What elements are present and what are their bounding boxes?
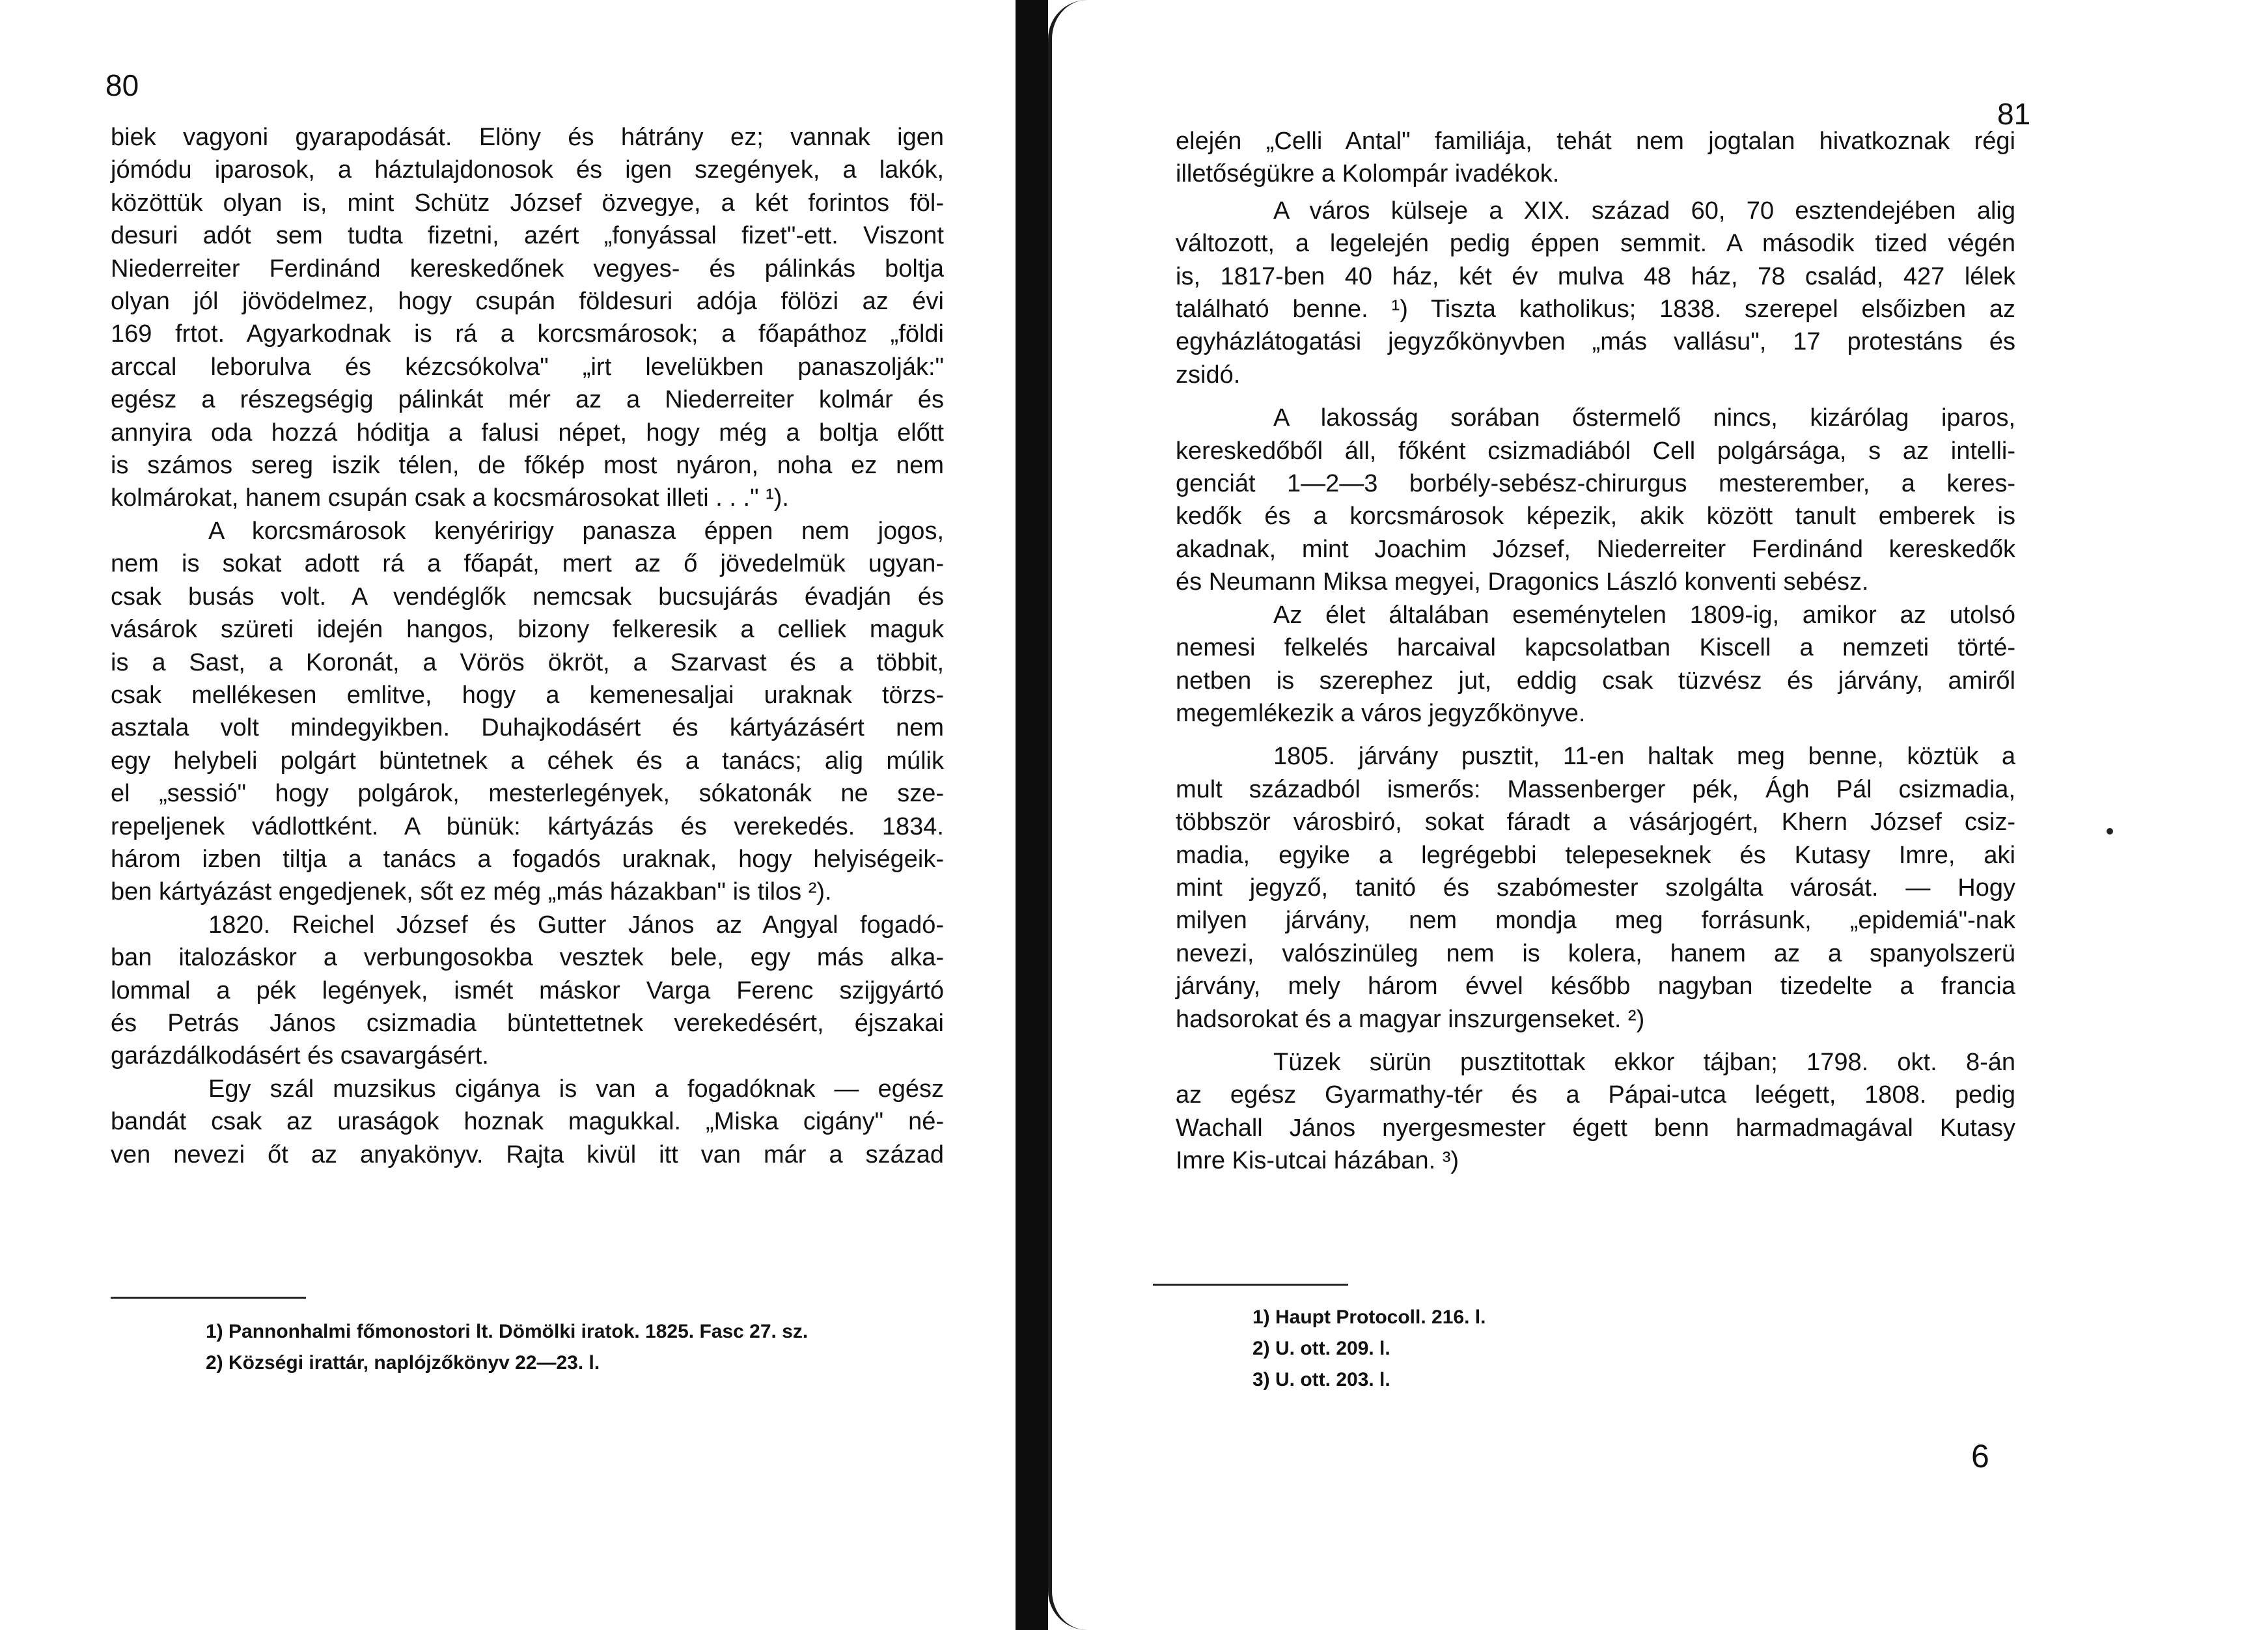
text-line: többször városbiró, sokat fáradt a vásárjogért, Khern József csiz-	[1176, 808, 2015, 836]
text-line: mult századból ismerős: Massenberger pék, Ágh Pál csizmadia,	[1176, 775, 2015, 803]
footnote-rule	[1153, 1284, 1348, 1286]
text-line: közöttük olyan is, mint Schütz József özvegye, a két forintos föl-	[111, 189, 944, 217]
scan-speck	[2107, 828, 2113, 835]
left-footnotes	[206, 1316, 808, 1379]
text-line: Egy szál muzsikus cigánya is van a fogadóknak — egész	[208, 1075, 944, 1103]
text-line: repeljenek vádlottként. A bünük: kártyázás és verekedés. 1834.	[111, 812, 944, 840]
text-line: járvány, mely három évvel később nagyban tizedelte a francia	[1176, 973, 2015, 1001]
text-line: 1805. járvány pusztit, 11-en haltak meg benne, köztük a	[1273, 743, 2015, 771]
text-line: ven nevezi őt az anyakönyv. Rajta kivül itt van már a század	[111, 1140, 944, 1168]
footnote: 2) Községi irattár, naplójzőkönyv 22—23. l.	[206, 1352, 600, 1374]
text-line: egy helybeli polgárt büntetnek a céhek és a tanács; alig múlik	[111, 747, 944, 775]
text-line: és Petrás János csizmadia büntettetnek verekedésért, éjszakai	[111, 1009, 944, 1037]
text-line: is, 1817-ben 40 ház, két év mulva 48 ház, 78 család, 427 lélek	[1176, 262, 2015, 290]
text-line: csak mellékesen emlitve, hogy a kemenesaljai uraknak törzs-	[111, 681, 944, 709]
text-line: asztala volt mindegyikben. Duhajkodásért és kártyázásért nem	[111, 714, 944, 742]
text-line: olyan jól jövödelmez, hogy csupán földesuri adója fölözi az évi	[111, 288, 944, 316]
text-line: található benne. ¹) Tiszta katholikus; 1838. szerepel elsőizben az	[1176, 296, 2015, 324]
page-number-left: 80	[105, 68, 139, 102]
text-line: bandát csak az uraságok hoznak magukkal. „Miska cigány" né-	[111, 1108, 944, 1136]
footnote-rule	[111, 1297, 306, 1299]
text-line: Wachall János nyergesmester égett benn harmadmagával Kutasy	[1176, 1114, 2015, 1142]
text-line: egész a részegségig pálinkát mér az a Niederreiter kolmár és	[111, 386, 944, 414]
text-line: akadnak, mint Joachim József, Niederreiter Ferdinánd kereskedők	[1176, 535, 2015, 563]
text-line: nemesi felkelés harcaival kapcsolatban Kiscell a nemzeti törté-	[1176, 634, 2015, 662]
text-line: elején „Celli Antal" familiája, tehát nem jogtalan hivatkoznak régi	[1176, 128, 2015, 155]
footnote: 1) Pannonhalmi főmonostori lt. Dömölki iratok. 1825. Fasc 27. sz.	[206, 1321, 809, 1342]
text-line: zsidó.	[1176, 361, 1241, 389]
text-line: nevezi, valószinüleg nem is kolera, hanem az a spanyolszerü	[1176, 939, 2015, 967]
text-line: három izben tiltja a tanács a fogadós uraknak, hogy helyiségeik-	[111, 845, 944, 873]
text-line: Niederreiter Ferdinánd kereskedőnek vegyes- és pálinkás boltja	[111, 255, 944, 283]
footnote: 2) U. ott. 209. l.	[1252, 1338, 1390, 1359]
text-line: mint jegyző, tanitó és szabómester szolgálta városát. — Hogy	[1176, 874, 2015, 902]
right-page-body	[1176, 125, 2015, 1178]
text-line: hadsorokat és a magyar inszurgenseket. ²)	[1176, 1005, 1645, 1033]
text-line: Imre Kis-utcai házában. ³)	[1176, 1147, 1459, 1175]
text-line: megemlékezik a város jegyzőkönyve.	[1176, 699, 1586, 727]
text-line: arccal leborulva és kézcsókolva" „irt levelükben panaszolják:"	[111, 353, 944, 381]
text-line: biek vagyoni gyarapodását. Elöny és hátrány ez; vannak igen	[111, 124, 944, 151]
left-page	[0, 0, 1016, 1630]
text-line: milyen járvány, nem mondja meg forrásunk, „epidemiá"-nak	[1176, 907, 2015, 935]
text-line: is számos sereg iszik télen, de főkép most nyáron, noha ez nem	[111, 452, 944, 480]
text-line: A város külseje a XIX. század 60, 70 esztendejében alig	[1273, 197, 2015, 225]
text-line: kedők és a korcsmárosok képezik, akik között tanult emberek is	[1176, 503, 2015, 531]
left-page-body	[111, 121, 944, 1171]
page-number-right: 81	[1997, 97, 2031, 131]
text-line: illetőségükre a Kolompár ivadékok.	[1176, 160, 1560, 188]
text-line: jómódu iparosok, a háztulajdonosok és igen szegények, a lakók,	[111, 156, 944, 184]
text-line: madia, egyike a legrégebbi telepeseknek és Kutasy Imre, aki	[1176, 841, 2015, 869]
text-line: 1820. Reichel József és Gutter János az Angyal fogadó-	[208, 911, 944, 939]
text-line: netben is szerephez jut, eddig csak tüzvész és járvány, amiről	[1176, 667, 2015, 695]
text-line: kolmárokat, hanem csupán csak a kocsmárosokat illeti . . ." ¹).	[111, 484, 789, 512]
text-line: lommal a pék legények, ismét máskor Varga Ferenc szijgyártó	[111, 976, 944, 1004]
text-line: változott, a legelején pedig éppen semmit. A második tized végén	[1176, 230, 2015, 258]
text-line: ben kártyázást engedjenek, sőt ez még „más házakban" is tilos ²).	[111, 878, 832, 906]
text-line: is a Sast, a Koronát, a Vörös ökröt, a Szarvast és a többit,	[111, 648, 944, 676]
signature-mark: 6	[1971, 1438, 1989, 1474]
text-line: kereskedőből áll, főként csizmadiából Cell polgársága, s az intelli-	[1176, 437, 2015, 465]
text-line: vásárok szüreti idején hangos, bizony felkeresik a celliek maguk	[111, 616, 944, 644]
text-line: A lakosság sorában őstermelő nincs, kizárólag iparos,	[1273, 404, 2015, 432]
text-line: el „sessió" hogy polgárok, mesterlegények, sókatonák ne sze-	[111, 780, 944, 808]
text-line: annyira oda hozzá hóditja a falusi népet, hogy még a boltja előtt	[111, 419, 944, 447]
footnote: 1) Haupt Protocoll. 216. l.	[1252, 1306, 1486, 1328]
book-gutter	[1016, 0, 1048, 1630]
text-line: A korcsmárosok kenyéririgy panasza éppen nem jogos,	[208, 517, 944, 545]
text-line: Tüzek sürün pusztitottak ekkor tájban; 1798. okt. 8-án	[1273, 1048, 2015, 1076]
text-line: ban italozáskor a verbungosokba vesztek bele, egy más alka-	[111, 944, 944, 972]
footnote: 3) U. ott. 203. l.	[1252, 1369, 1390, 1390]
text-line: csak busás volt. A vendéglők nemcsak bucsujárás évadján és	[111, 583, 944, 611]
text-line: garázdálkodásért és csavargásért.	[111, 1042, 489, 1070]
text-line: nem is sokat adott rá a főapát, mert az ő jövedelmük ugyan-	[111, 550, 944, 578]
text-line: Az élet általában eseménytelen 1809-ig, amikor az utolsó	[1273, 601, 2015, 629]
text-line: és Neumann Miksa megyei, Dragonics László konventi sebész.	[1176, 568, 1869, 596]
right-footnotes	[1252, 1302, 1486, 1396]
text-line: genciát 1—2—3 borbély-sebész-chirurgus mesterember, a keres-	[1176, 470, 2015, 498]
text-line: 169 frtot. Agyarkodnak is rá a korcsmárosok; a főapáthoz „földi	[111, 320, 944, 348]
text-line: desuri adót sem tudta fizetni, azért „fonyással fizet"-ett. Viszont	[111, 222, 944, 250]
text-line: az egész Gyarmathy-tér és a Pápai-utca leégett, 1808. pedig	[1176, 1081, 2015, 1109]
text-line: egyházlátogatási jegyzőkönyvben „más vallásu", 17 protestáns és	[1176, 328, 2015, 356]
right-page	[1048, 0, 2268, 1630]
